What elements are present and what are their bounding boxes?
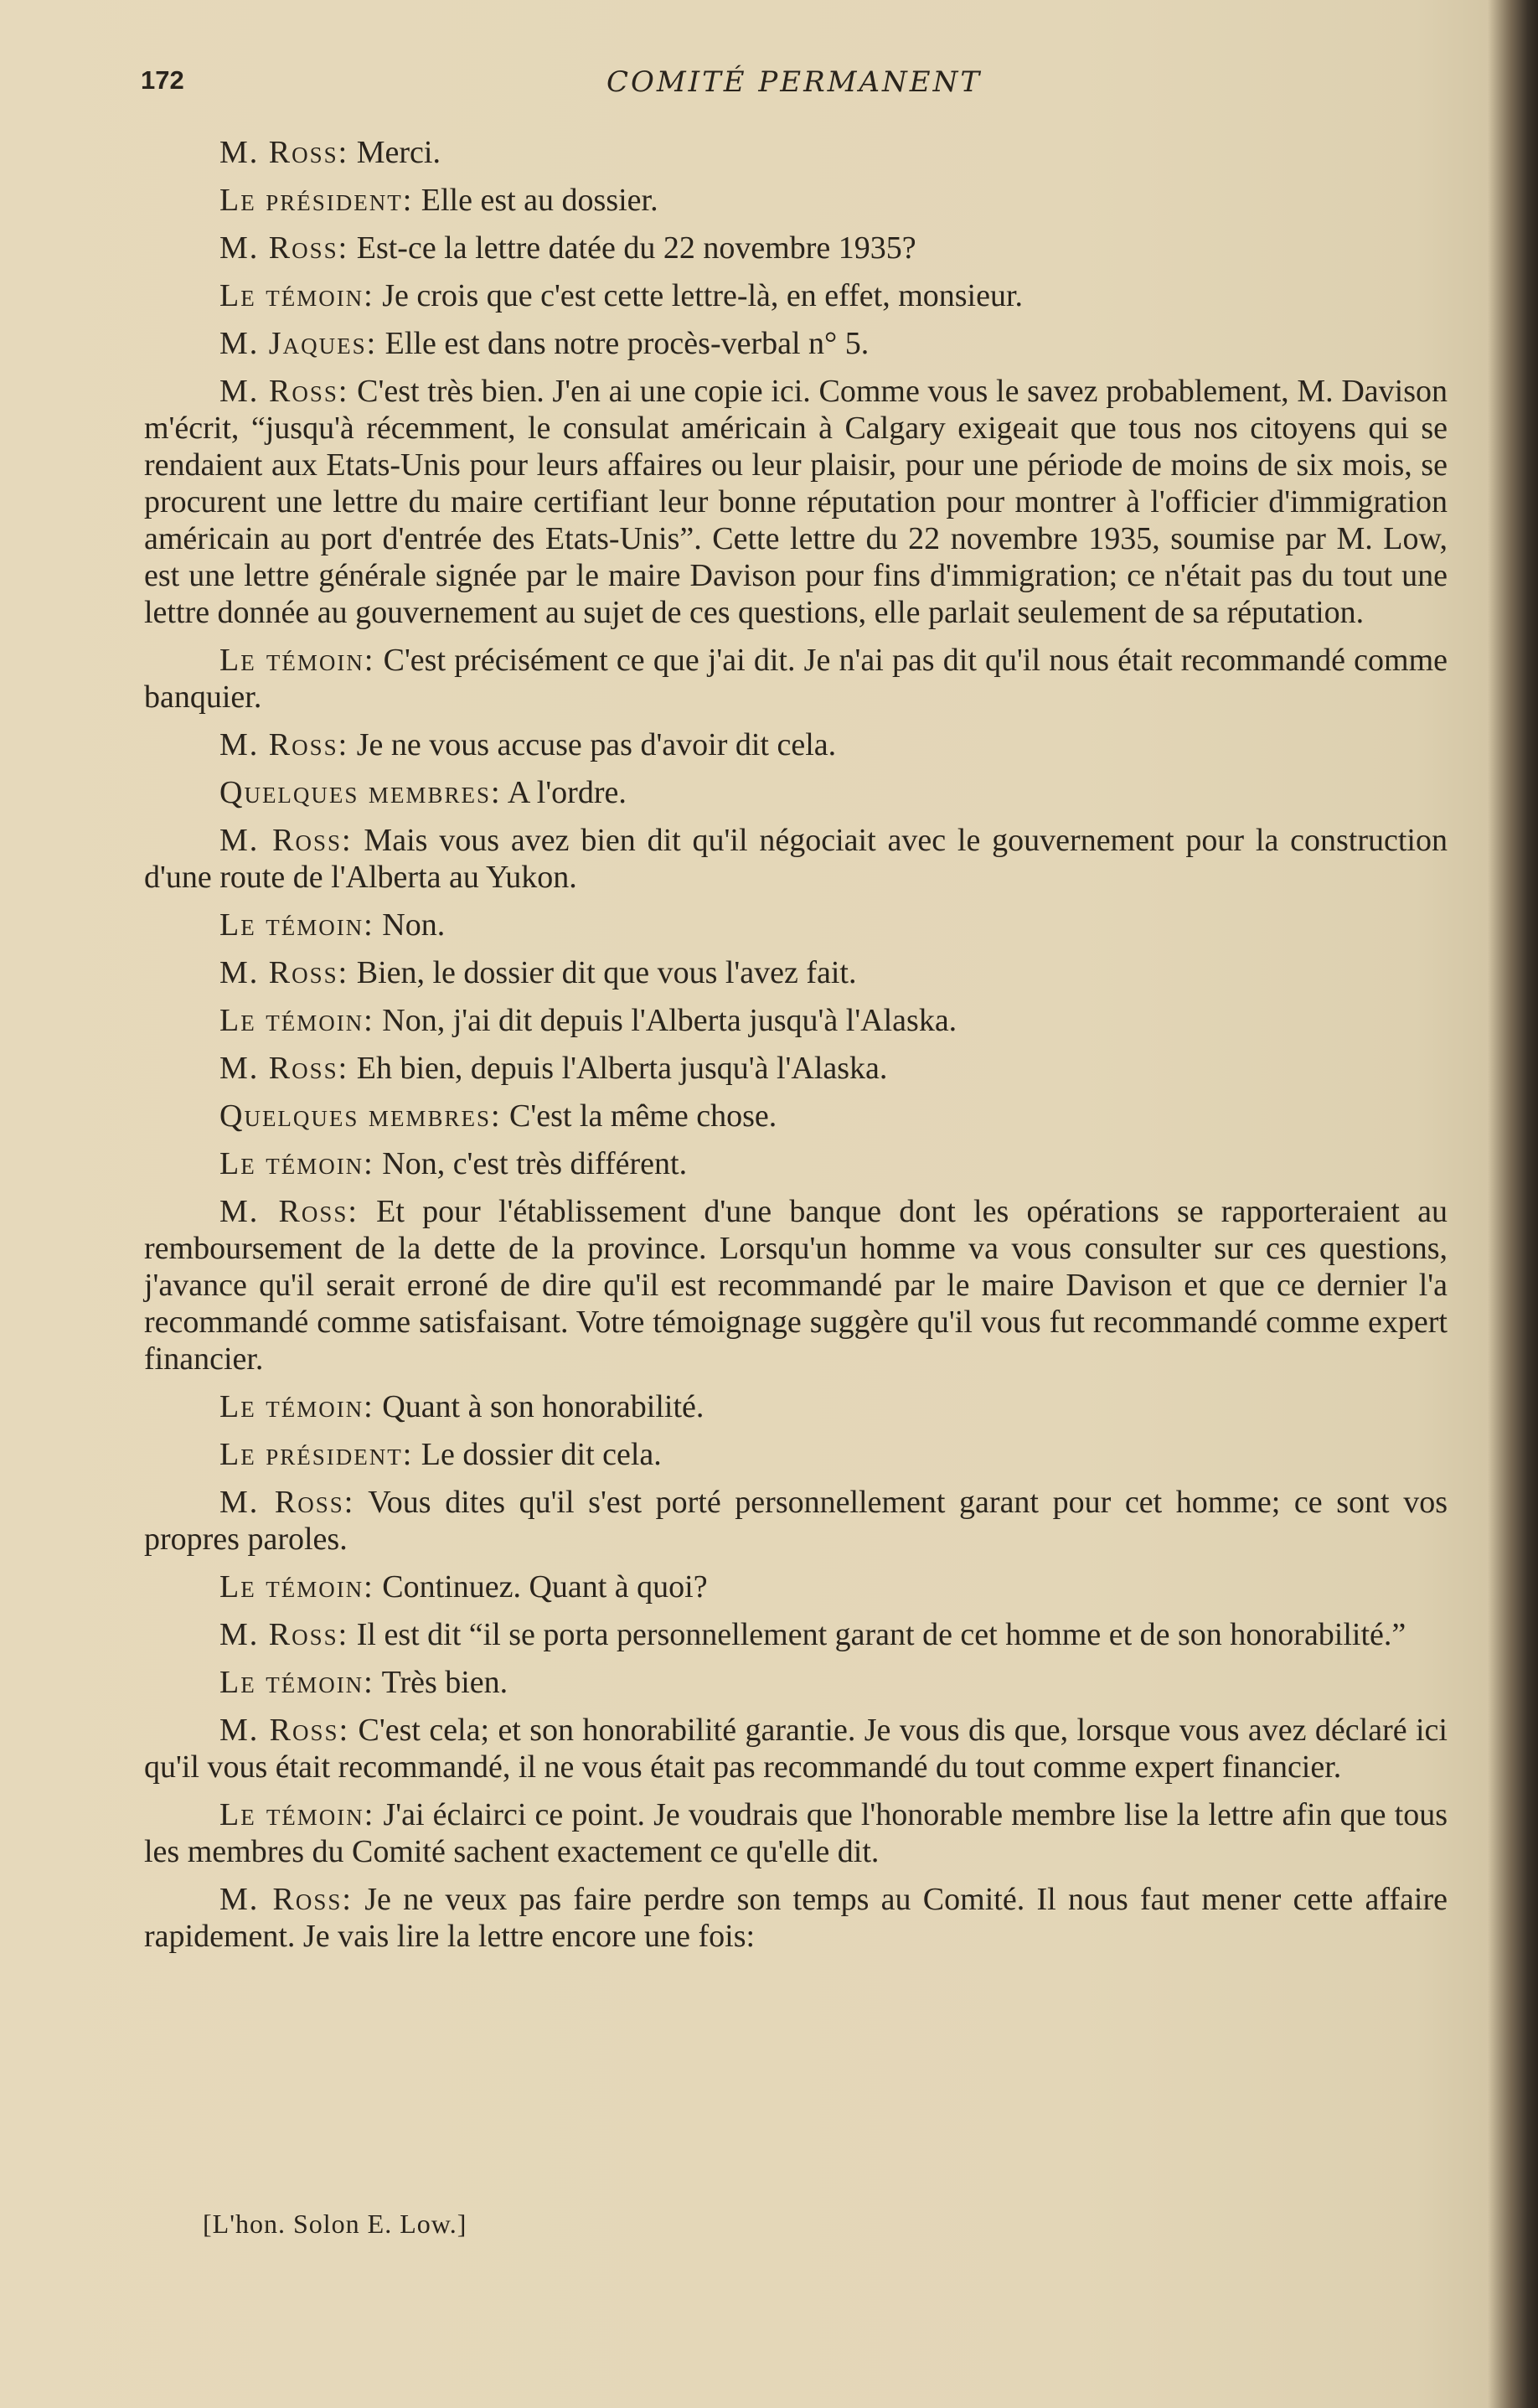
transcript-paragraph bbox=[144, 1616, 1448, 1653]
transcript-paragraph bbox=[144, 774, 1448, 811]
page-number: 172 bbox=[141, 65, 184, 95]
book-spine-shadow bbox=[1488, 0, 1538, 2408]
speaker-label: M. Ross: bbox=[219, 1051, 349, 1086]
speaker-label: M. Ross: bbox=[219, 823, 353, 858]
running-title: COMITÉ PERMANENT bbox=[606, 65, 983, 99]
speaker-label: M. Ross: bbox=[219, 1882, 353, 1917]
transcript-paragraph bbox=[144, 134, 1448, 171]
paragraph-text: Mais vous avez bien dit qu'il négociait avec le gouvernement pour la construction d'une route de l'Alberta au Yukon. bbox=[144, 823, 1448, 895]
transcript-paragraph bbox=[144, 1881, 1448, 1955]
speaker-label: M. Ross: bbox=[219, 955, 349, 990]
paragraph-text: Elle est au dossier. bbox=[413, 183, 658, 218]
transcript-paragraph bbox=[144, 1002, 1448, 1039]
speaker-label: M. Jaques: bbox=[219, 326, 378, 361]
paragraph-text: Il est dit “il se porta personnellement garant de cet homme et de son honorabilité.” bbox=[348, 1617, 1406, 1652]
transcript-paragraph bbox=[144, 1436, 1448, 1473]
paragraph-text: Bien, le dossier dit que vous l'avez fait. bbox=[348, 955, 857, 990]
transcript-paragraph bbox=[144, 1796, 1448, 1870]
speaker-label: M. Ross: bbox=[219, 727, 349, 762]
speaker-label: Le témoin: bbox=[219, 1665, 374, 1700]
transcript-paragraph bbox=[144, 1568, 1448, 1605]
speaker-label: Le témoin: bbox=[219, 1797, 375, 1832]
speaker-label: Le témoin: bbox=[219, 907, 374, 943]
paragraph-text: Elle est dans notre procès-verbal n° 5. bbox=[377, 326, 870, 361]
speaker-label: Le témoin: bbox=[219, 643, 375, 678]
transcript-paragraph bbox=[144, 373, 1448, 631]
paragraph-text: Vous dites qu'il s'est porté personnellement garant pour cet homme; ce sont vos propres paroles. bbox=[144, 1485, 1448, 1557]
transcript-paragraph bbox=[144, 277, 1448, 314]
paragraph-text: Non, j'ai dit depuis l'Alberta jusqu'à l'Alaska. bbox=[374, 1003, 957, 1038]
paragraph-text: C'est très bien. J'en ai une copie ici. Comme vous le savez probablement, M. Davison m'écrit, “jusqu'à récemment, le consulat américain à Calgary exigeait que tous nos citoyens qui se rendaient aux Etats-Unis pour leurs affaires ou leur plaisir, pour une période de moins de six mois, se procurent une lettre du maire certifiant leur bonne réputation pour montrer à l'officier d'immigration américain au port d'entrée des Etats-Unis”. Cette lettre du 22 novembre 1935, soumise par M. Low, est une lettre générale signée par le maire Davison pour fins d'immigration; ce n'était pas du tout une lettre donnée au gouvernement au sujet de ces questions, elle parlait seulement de sa réputation. bbox=[144, 374, 1448, 630]
transcript-paragraph bbox=[144, 1664, 1448, 1701]
transcript-paragraph bbox=[144, 182, 1448, 219]
speaker-label: M. Ross: bbox=[219, 1617, 349, 1652]
paragraph-text: Continuez. Quant à quoi? bbox=[374, 1569, 708, 1604]
paragraph-text: Et pour l'établissement d'une banque dont les opérations se rapporteraient au remboursement de la dette de la province. Lorsqu'un homme va vous consulter sur ces questions, j'avance qu'il serait erroné de dire qu'il est recommandé par le maire Davison et que ce dernier l'a recommandé comme satisfaisant. Votre témoignage suggère qu'il vous fut recommandé comme expert financier. bbox=[144, 1194, 1448, 1377]
speaker-label: Le témoin: bbox=[219, 1146, 374, 1181]
transcript-paragraph bbox=[144, 1484, 1448, 1558]
paragraph-text: Quant à son honorabilité. bbox=[374, 1389, 704, 1424]
transcript-paragraph bbox=[144, 325, 1448, 362]
speaker-label: Le témoin: bbox=[219, 278, 374, 313]
speaker-label: Quelques membres: bbox=[219, 1098, 502, 1134]
speaker-label: M. Ross: bbox=[219, 230, 349, 266]
paragraph-text: Non. bbox=[374, 907, 446, 943]
transcript-paragraph bbox=[144, 1050, 1448, 1087]
paragraph-text: Non, c'est très différent. bbox=[374, 1146, 688, 1181]
speaker-label: Le témoin: bbox=[219, 1569, 374, 1604]
transcript-paragraph bbox=[144, 907, 1448, 943]
speaker-label: Le président: bbox=[219, 1437, 414, 1472]
transcript-paragraph bbox=[144, 822, 1448, 896]
paragraph-text: C'est cela; et son honorabilité garantie. Je vous dis que, lorsque vous avez déclaré ici qu'il vous était recommandé, il ne vous était pas recommandé du tout comme expert financier. bbox=[144, 1713, 1448, 1785]
paragraph-text: Merci. bbox=[348, 135, 441, 170]
transcript-paragraph bbox=[144, 1712, 1448, 1785]
paragraph-text: Le dossier dit cela. bbox=[413, 1437, 662, 1472]
speaker-label: M. Ross: bbox=[219, 1485, 355, 1520]
transcript-paragraph bbox=[144, 1098, 1448, 1134]
speaker-label: Le témoin: bbox=[219, 1003, 374, 1038]
speaker-label: M. Ross: bbox=[219, 135, 349, 170]
speaker-label: M. Ross: bbox=[219, 1713, 350, 1748]
paragraph-text: C'est la même chose. bbox=[501, 1098, 777, 1134]
paragraph-text: Très bien. bbox=[374, 1665, 508, 1700]
speaker-label: M. Ross: bbox=[219, 374, 349, 409]
paragraph-text: Je ne veux pas faire perdre son temps au Comité. Il nous faut mener cette affaire rapidement. Je vais lire la lettre encore une fois: bbox=[144, 1882, 1448, 1954]
speaker-label: M. Ross: bbox=[219, 1194, 359, 1229]
speaker-label: Quelques membres: bbox=[219, 775, 502, 810]
paragraph-text: Est-ce la lettre datée du 22 novembre 1935? bbox=[348, 230, 916, 266]
transcript-paragraph bbox=[144, 642, 1448, 716]
transcript-body bbox=[144, 134, 1448, 1966]
paragraph-text: Je crois que c'est cette lettre-là, en effet, monsieur. bbox=[374, 278, 1024, 313]
paragraph-text: A l'ordre. bbox=[501, 775, 627, 810]
transcript-paragraph bbox=[144, 1388, 1448, 1425]
paragraph-text: Eh bien, depuis l'Alberta jusqu'à l'Alaska. bbox=[348, 1051, 888, 1086]
paragraph-text: Je ne vous accuse pas d'avoir dit cela. bbox=[348, 727, 837, 762]
paragraph-text: C'est précisément ce que j'ai dit. Je n'ai pas dit qu'il nous était recommandé comme banquier. bbox=[144, 643, 1448, 715]
footer-note: [L'hon. Solon E. Low.] bbox=[203, 2209, 467, 2239]
transcript-paragraph bbox=[144, 230, 1448, 266]
transcript-paragraph bbox=[144, 954, 1448, 991]
transcript-paragraph bbox=[144, 1145, 1448, 1182]
transcript-paragraph bbox=[144, 1193, 1448, 1377]
paragraph-text: J'ai éclairci ce point. Je voudrais que l'honorable membre lise la lettre afin que tous les membres du Comité sachent exactement ce qu'elle dit. bbox=[144, 1797, 1448, 1869]
transcript-paragraph bbox=[144, 726, 1448, 763]
page-header bbox=[141, 65, 1448, 107]
speaker-label: Le président: bbox=[219, 183, 414, 218]
speaker-label: Le témoin: bbox=[219, 1389, 374, 1424]
